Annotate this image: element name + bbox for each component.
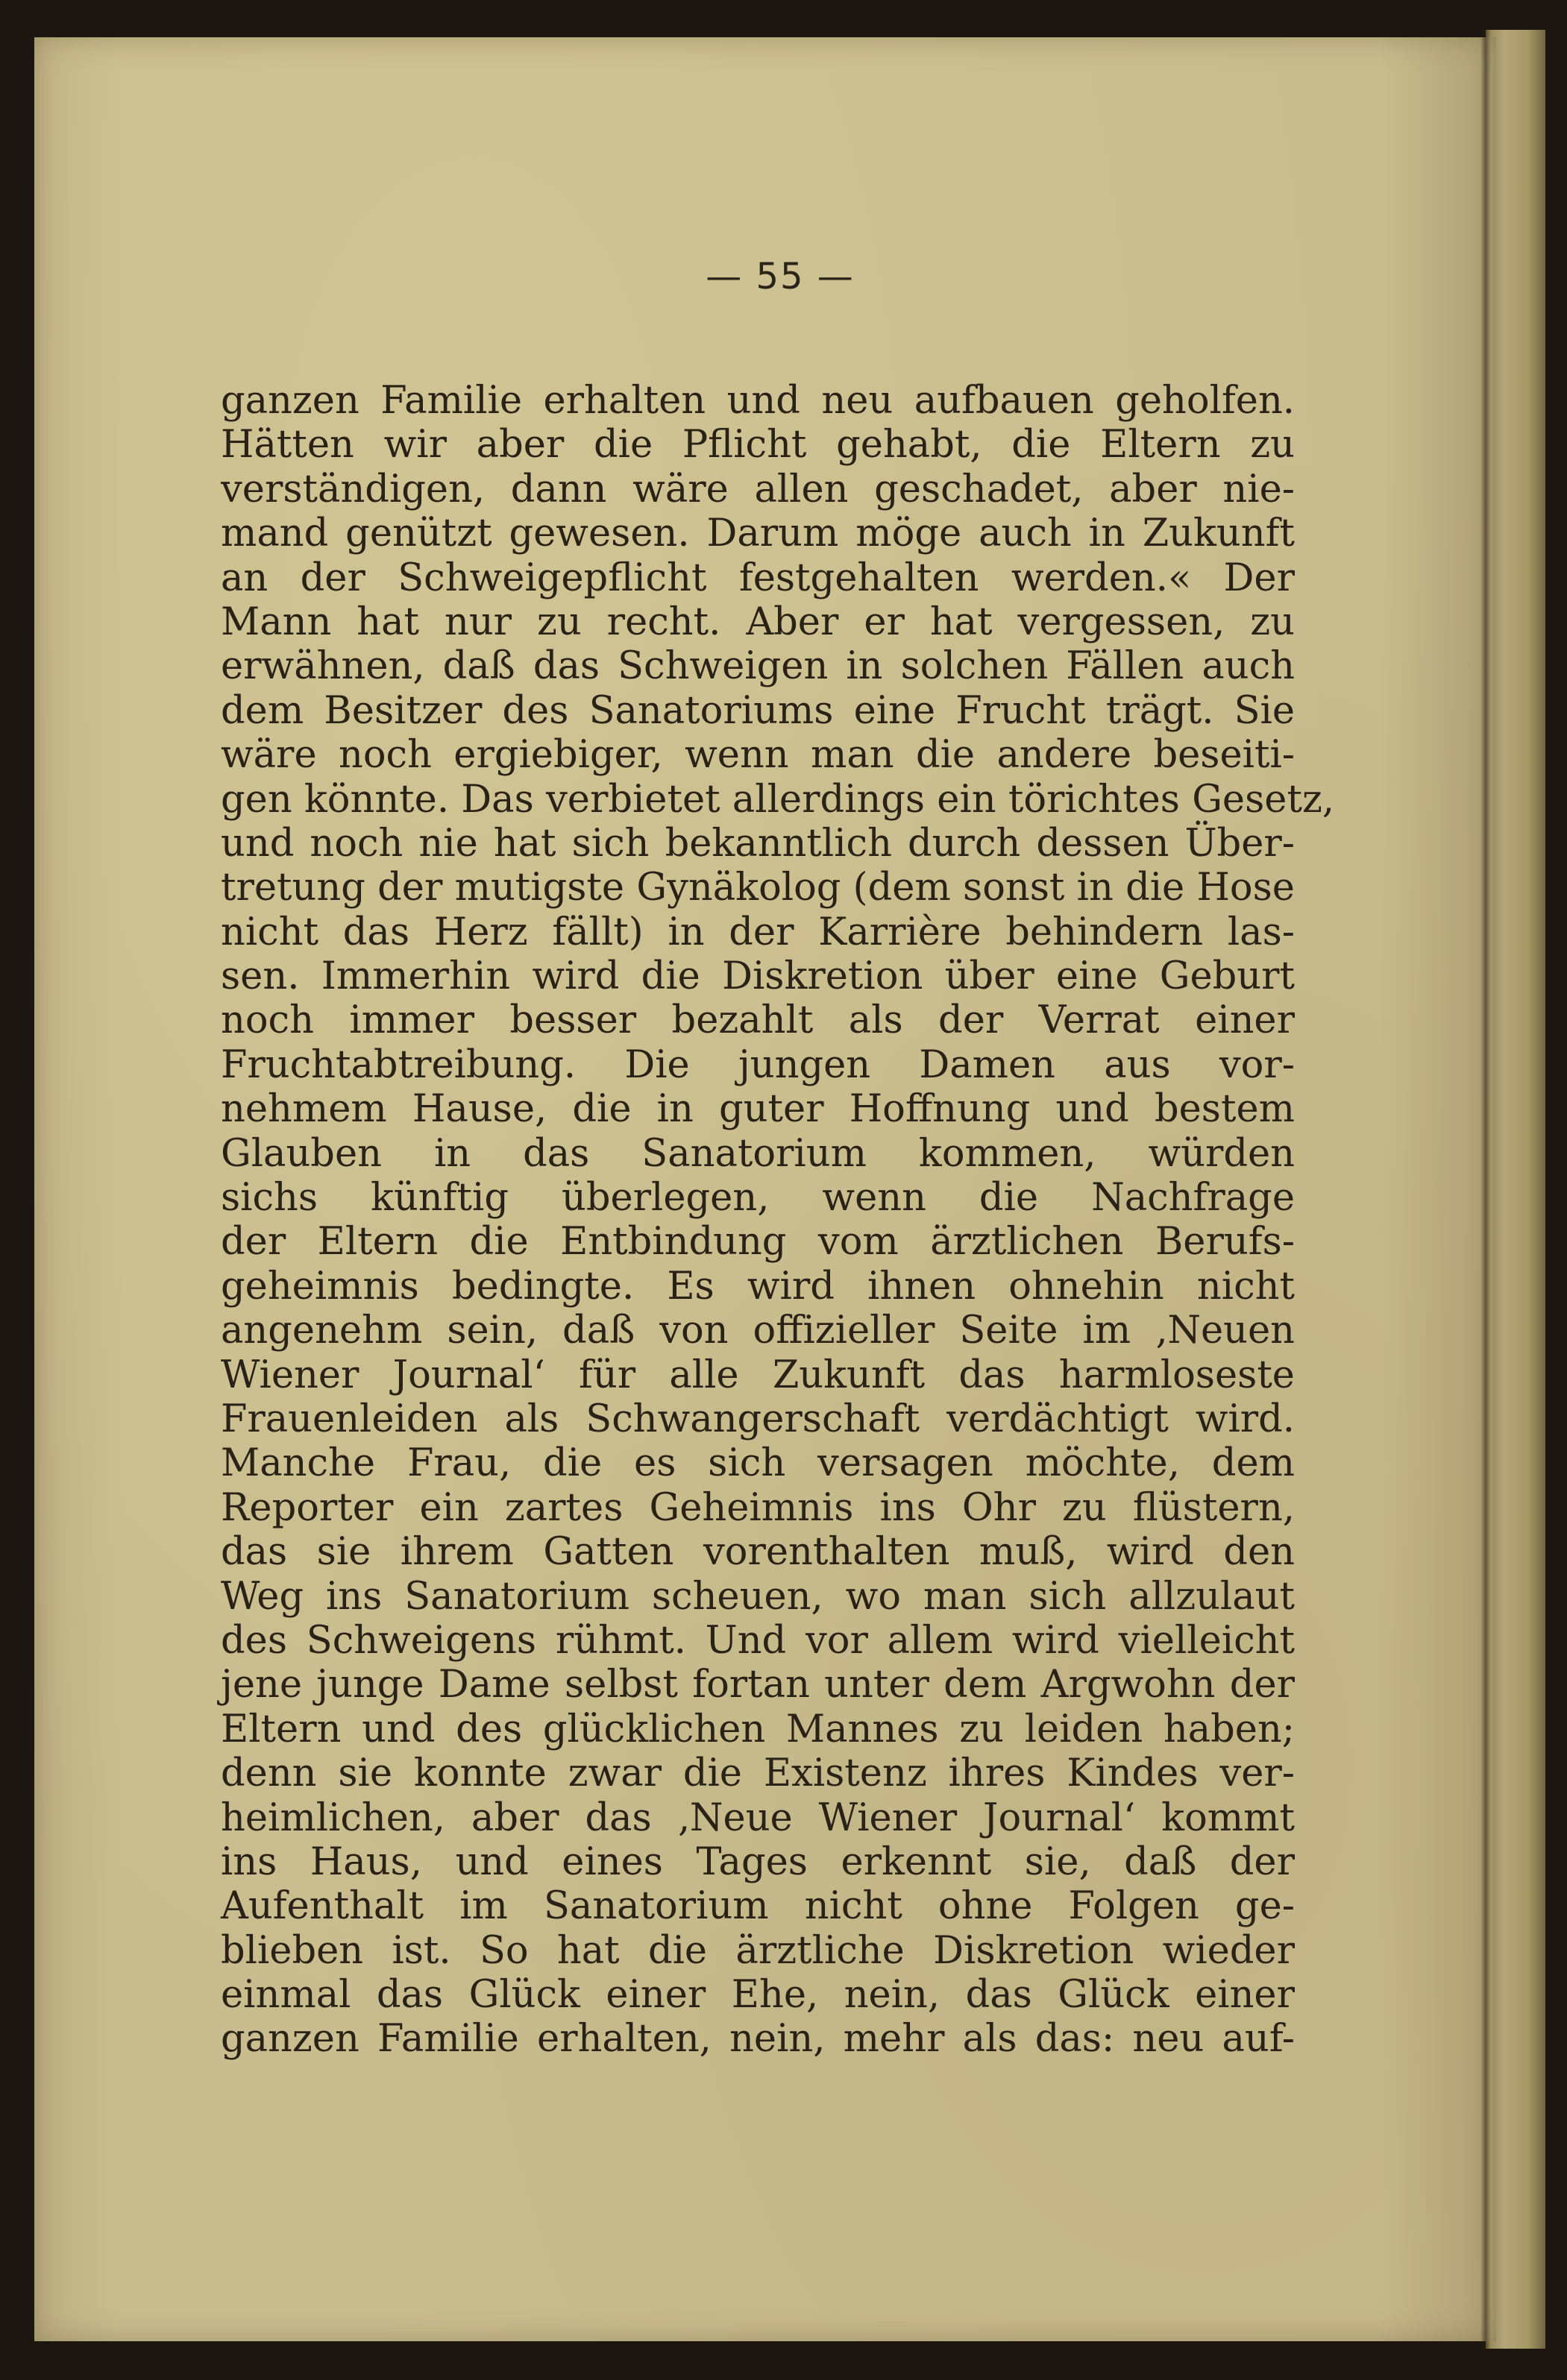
text-line: dem Besitzer des Sanatoriums eine Frucht trägt. Sie <box>221 688 1295 733</box>
text-line: noch immer besser bezahlt als der Verrat einer <box>221 998 1295 1043</box>
text-line: geheimnis bedingte. Es wird ihnen ohnehin nicht <box>221 1264 1295 1309</box>
text-line: Eltern und des glücklichen Mannes zu leiden haben; <box>221 1707 1295 1751</box>
body-text <box>221 379 1335 2062</box>
text-line: Wiener Journal‘ für alle Zukunft das harmloseste <box>221 1353 1295 1397</box>
text-line: mand genützt gewesen. Darum möge auch in Zukunft <box>221 511 1295 556</box>
text-line: Aufenthalt im Sanatorium nicht ohne Folgen ge- <box>221 1884 1295 1929</box>
text-line: nicht das Herz fällt) in der Karrière behindern las- <box>221 910 1295 954</box>
page-number: — 55 — <box>706 256 855 298</box>
text-line: ganzen Familie erhalten und neu aufbauen geholfen. <box>221 379 1295 423</box>
text-line: Frauenleiden als Schwangerschaft verdächtigt wird. <box>221 1397 1295 1441</box>
text-line: tretung der mutigste Gynäkolog (dem sonst in die Hose <box>221 866 1295 910</box>
text-line: Reporter ein zartes Geheimnis ins Ohr zu flüstern, <box>221 1485 1295 1530</box>
text-line: Manche Frau, die es sich versagen möchte, dem <box>221 1441 1295 1486</box>
text-line: das sie ihrem Gatten vorenthalten muß, wird den <box>221 1530 1295 1575</box>
text-line: sen. Immerhin wird die Diskretion über eine Geburt <box>221 954 1295 999</box>
text-line: der Eltern die Entbindung vom ärztlichen Berufs- <box>221 1220 1295 1265</box>
text-line: sichs künftig überlegen, wenn die Nachfrage <box>221 1176 1295 1221</box>
text-line: erwähnen, daß das Schweigen in solchen Fällen auch <box>221 644 1295 689</box>
text-line: ganzen Familie erhalten, nein, mehr als das: neu auf- <box>221 2017 1295 2062</box>
text-line: denn sie konnte zwar die Existenz ihres Kindes ver- <box>221 1751 1295 1796</box>
text-line: Fruchtabtreibung. Die jungen Damen aus vor- <box>221 1042 1295 1087</box>
text-line: und noch nie hat sich bekanntlich durch dessen Über- <box>221 821 1295 866</box>
text-line: an der Schweigepflicht festgehalten werden.« Der <box>221 555 1295 600</box>
text-line: Weg ins Sanatorium scheuen, wo man sich allzulaut <box>221 1574 1295 1619</box>
text-line: blieben ist. So hat die ärztliche Diskretion wieder <box>221 1928 1295 1973</box>
text-line: nehmem Hause, die in guter Hoffnung und bestem <box>221 1087 1295 1132</box>
text-line: verständigen, dann wäre allen geschadet, aber nie- <box>221 467 1295 511</box>
text-line: einmal das Glück einer Ehe, nein, das Glück einer <box>221 1973 1295 2018</box>
text-line: des Schweigens rühmt. Und vor allem wird vielleicht <box>221 1618 1295 1663</box>
text-line: jene junge Dame selbst fortan unter dem Argwohn der <box>221 1663 1295 1707</box>
text-line: ins Haus, und eines Tages erkennt sie, daß der <box>221 1839 1295 1884</box>
text-line: Hätten wir aber die Pflicht gehabt, die Eltern zu <box>221 423 1295 468</box>
text-line: Glauben in das Sanatorium kommen, würden <box>221 1131 1295 1176</box>
page-sheet <box>34 37 1496 2341</box>
text-line: Mann hat nur zu recht. Aber er hat vergessen, zu <box>221 599 1295 644</box>
gutter-shadow <box>1480 30 1491 2349</box>
text-line: angenehm sein, daß von offizieller Seite im ‚Neuen <box>221 1309 1295 1353</box>
text-line: gen könnte. Das verbietet allerdings ein törichtes Gesetz, <box>221 777 1335 822</box>
text-line: heimlichen, aber das ‚Neue Wiener Journal‘ kommt <box>221 1795 1295 1840</box>
text-line: wäre noch ergiebiger, wenn man die andere beseiti- <box>221 733 1295 778</box>
